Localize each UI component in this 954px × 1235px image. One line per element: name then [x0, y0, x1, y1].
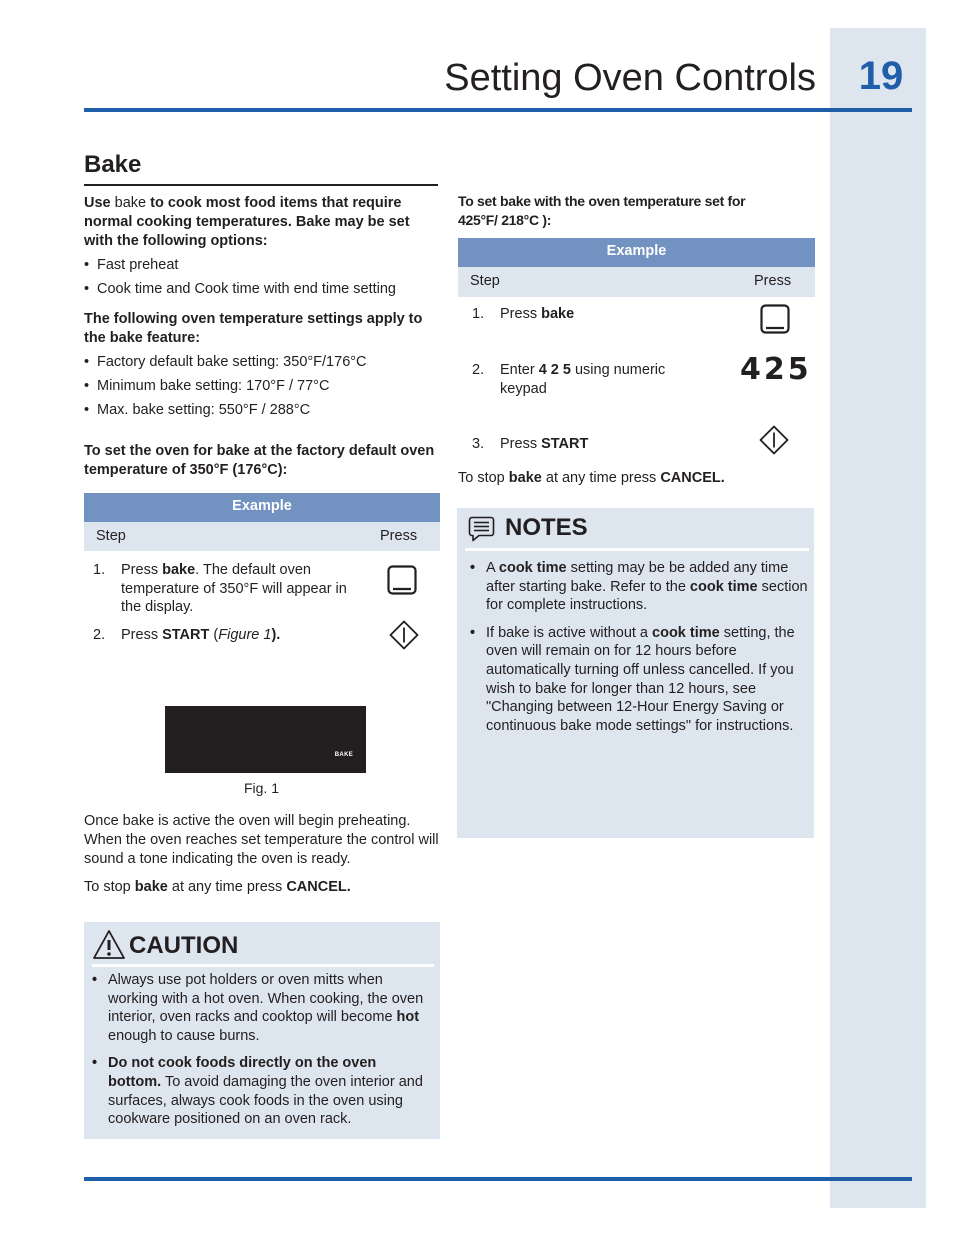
start-key-icon — [389, 620, 419, 650]
caution-rule — [92, 964, 434, 967]
press-column-header: Press — [380, 528, 418, 544]
bake-key-icon — [760, 304, 790, 334]
notes-box — [457, 508, 814, 838]
caution-box — [84, 922, 440, 1139]
step-column-header: Step — [96, 528, 126, 544]
notes-rule — [465, 548, 809, 551]
figure-caption: Fig. 1 — [243, 780, 279, 796]
oven-display-figure — [165, 706, 366, 773]
notes-title: NOTES — [505, 514, 588, 541]
start-key-icon — [759, 425, 789, 455]
default-bake-heading: To set the oven for bake at the factory default oven temperature of 350°F (176°C): — [84, 443, 435, 478]
header-rule — [84, 108, 912, 112]
list-item: • Max. bake setting: 550°F / 288°C — [84, 401, 440, 420]
warning-triangle-icon — [92, 929, 126, 960]
example-table-1 — [84, 493, 440, 551]
list-item: • Minimum bake setting: 170°F / 77°C — [84, 377, 440, 396]
page-number: 19 — [858, 54, 904, 98]
keypad-digits-425: 425 — [740, 352, 812, 387]
list-item: • A cook time setting may be be added any time after starting bake. Refer to the cook time section for complete instructions. — [463, 559, 810, 615]
temp-settings-list — [84, 353, 440, 425]
example-header: Example — [458, 238, 815, 267]
list-item: • Fast preheat — [84, 256, 440, 275]
list-item: • Cook time and Cook time with end time setting — [84, 280, 440, 299]
notes-list — [463, 559, 810, 744]
example-header: Example — [84, 493, 440, 522]
list-item: • If bake is active without a cook time setting, the oven will remain on for 12 hours before automatically turning off unless cancelled. If you wish to bake for longer than 12 hours, see "Changing between 12-Hour Energy Saving or continuous bake mode settings" for instructions. — [463, 624, 810, 736]
bake-heading-rule — [84, 184, 438, 186]
stop-bake-instruction: To stop bake at any time press CANCEL. — [84, 879, 351, 895]
set-425-heading: To set bake with the oven temperature set for 425°F/ 218°C ): — [458, 193, 746, 228]
press-column-header: Press — [754, 273, 792, 289]
bake-intro: Use bake to cook most food items that require normal cooking temperatures. Bake may be set with the following options: — [84, 195, 410, 249]
temp-settings-intro: The following oven temperature settings apply to the bake feature: — [84, 311, 423, 346]
preheat-paragraph: Once bake is active the oven will begin preheating. When the oven reaches set temperature the control will sound a tone indicating the oven is ready. — [84, 813, 439, 867]
list-item: • Do not cook foods directly on the oven bottom. To avoid damaging the oven interior and surfaces, always cook foods in the oven using cookware positioned on an oven rack. — [85, 1054, 425, 1128]
notes-icon — [468, 516, 495, 542]
example-table-2 — [458, 238, 815, 297]
display-bake-label: BAKE — [334, 752, 353, 758]
page-sidebar-band — [830, 28, 926, 1208]
step-column-header: Step — [470, 273, 500, 289]
list-item: • Factory default bake setting: 350°F/176°C — [84, 353, 440, 372]
caution-list — [85, 971, 425, 1138]
stop-bake-instruction: To stop bake at any time press CANCEL. — [458, 470, 725, 486]
page-title: Setting Oven Controls — [444, 57, 816, 99]
bake-heading: Bake — [84, 151, 142, 178]
caution-title: CAUTION — [129, 932, 239, 959]
bake-key-icon — [387, 565, 417, 595]
footer-rule — [84, 1177, 912, 1181]
bake-options-list — [84, 256, 440, 304]
list-item: • Always use pot holders or oven mitts when working with a hot oven. When cooking, the oven interior, oven racks and cooktop will become hot enough to cause burns. — [85, 971, 425, 1045]
